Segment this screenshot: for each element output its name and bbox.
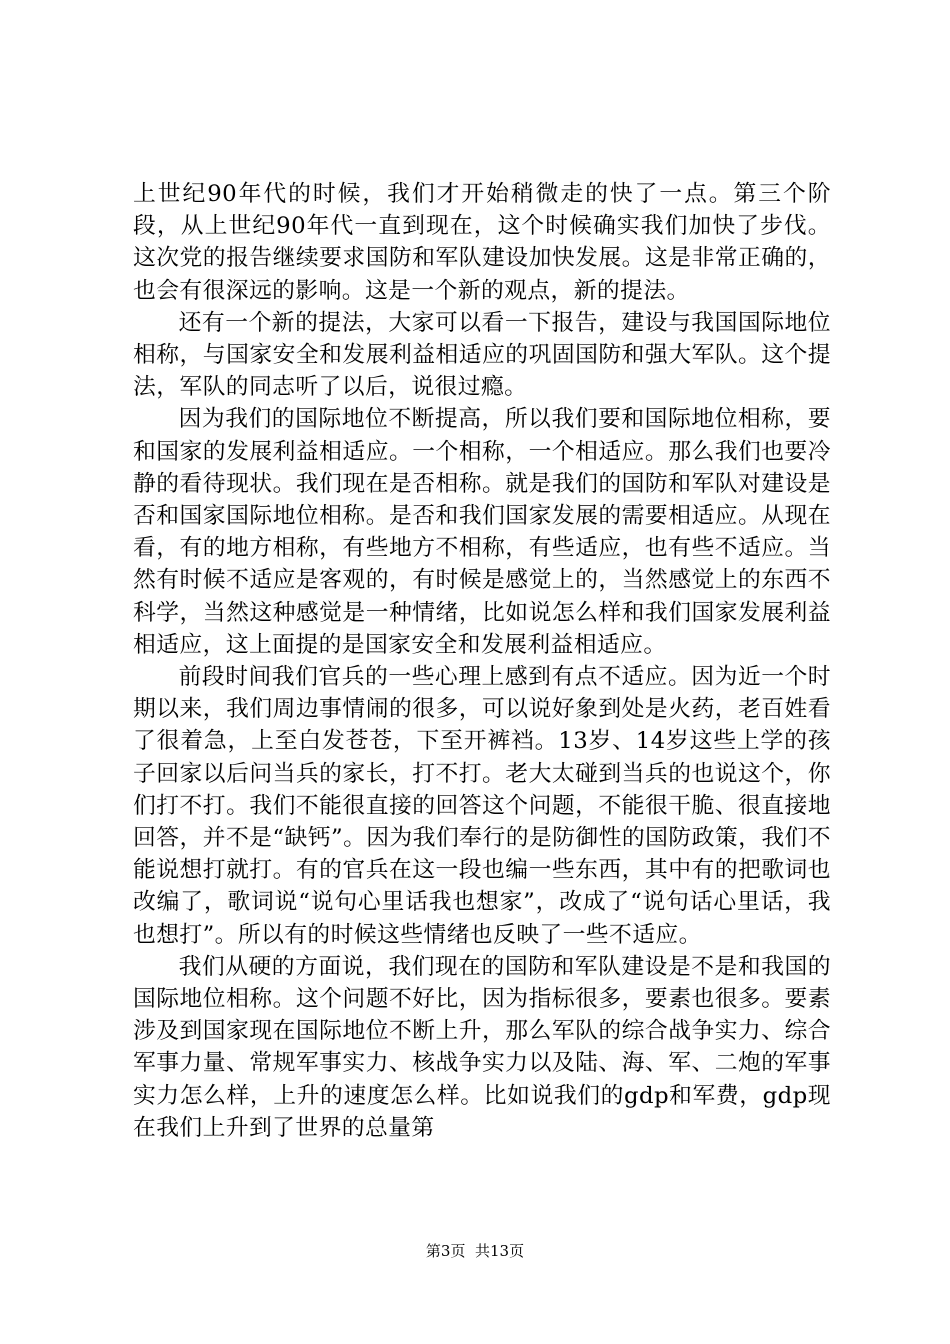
document-body [133,178,831,1144]
paragraph: 前段时间我们官兵的一些心理上感到有点不适应。因为近一个时期以来，我们周边事情闹的很多，可以说好象到处是火药，老百姓看了很着急，上至白发苍苍，下至开裤裆。13岁、14岁这些上学的孩子回家以后问当兵的家长，打不打。老大太碰到当兵的也说这个，你们打不打。我们不能很直接的回答这个问题，不能很干脆、很直接地回答，并不是“缺钙”。因为我们奉行的是防御性的国防政策，我们不能说想打就打。有的官兵在这一段也编一些东西，其中有的把歌词也改编了，歌词说“说句心里话我也想家”，改成了“说句话心里话，我也想打”。所以有的时候这些情绪也反映了一些不适应。 [133,664,831,948]
page-footer [0,1241,950,1261]
paragraph: 还有一个新的提法，大家可以看一下报告，建设与我国国际地位相称，与国家安全和发展利益相适应的巩固国防和强大军队。这个提法，军队的同志听了以后，说很过瘾。 [133,309,831,401]
paragraph: 因为我们的国际地位不断提高，所以我们要和国际地位相称，要和国家的发展利益相适应。一个相称，一个相适应。那么我们也要冷静的看待现状。我们现在是否相称。就是我们的国防和军队对建设是否和国家国际地位相称。是否和我们国家发展的需要相适应。从现在看，有的地方相称，有些地方不相称，有些适应，也有些不适应。当然有时候不适应是客观的，有时候是感觉上的，当然感觉上的东西不科学，当然这种感觉是一种情绪，比如说怎么样和我们国家发展利益相适应，这上面提的是国家安全和发展利益相适应。 [133,406,831,658]
page-number-label: 第3页 共13页 [425,1242,525,1260]
paragraph: 上世纪90年代的时候，我们才开始稍微走的快了一点。第三个阶段，从上世纪90年代一直到现在，这个时候确实我们加快了步伐。这次党的报告继续要求国防和军队建设加快发展。这是非常正确的，也会有很深远的影响。这是一个新的观点，新的提法。 [133,181,831,304]
paragraph: 我们从硬的方面说，我们现在的国防和军队建设是不是和我国的国际地位相称。这个问题不好比，因为指标很多，要素也很多。要素涉及到国家现在国际地位不断上升，那么军队的综合战争实力、综合军事力量、常规军事实力、核战争实力以及陆、海、军、二炮的军事实力怎么样，上升的速度怎么样。比如说我们的gdp和军费，gdp现在我们上升到了世界的总量第 [133,953,831,1141]
